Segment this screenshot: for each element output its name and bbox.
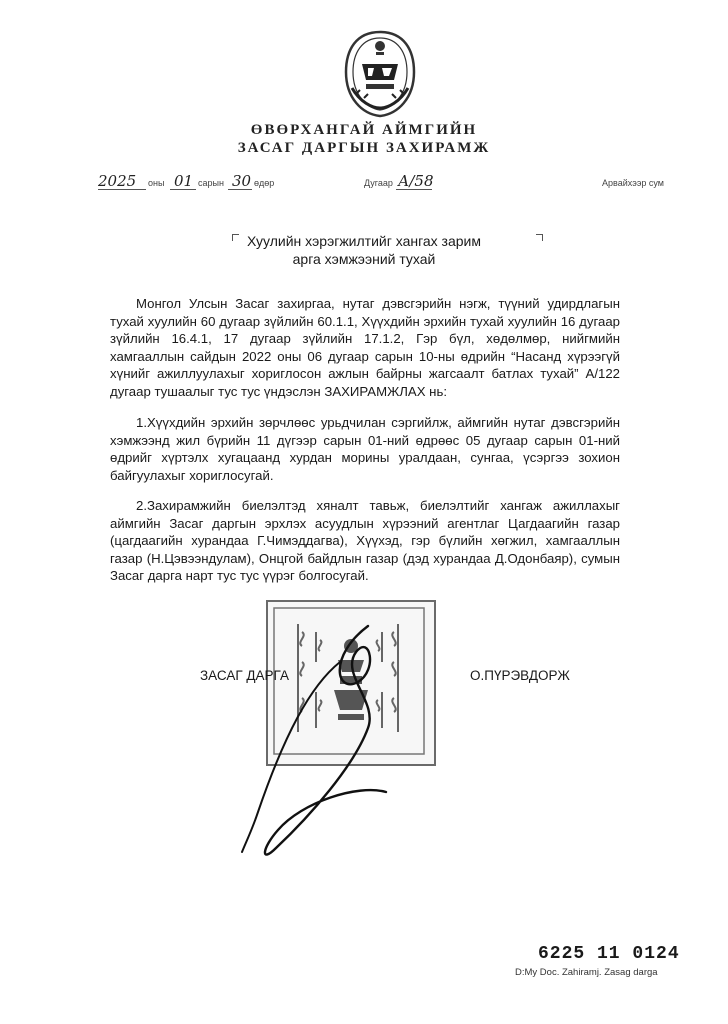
handwritten-signature (236, 616, 406, 880)
signatory-name: О.ПҮРЭВДОРЖ (470, 668, 570, 683)
registration-number: 6225 11 0124 (538, 944, 680, 964)
file-path: D:My Doc. Zahiramj. Zasag darga (515, 967, 658, 978)
year-label: оны (148, 178, 165, 188)
document-number: А/58 (398, 172, 434, 190)
day-label: өдөр (254, 178, 275, 188)
year-value: 2025 (98, 172, 137, 190)
place-name: Арвайхээр сум (602, 178, 664, 188)
document-type-title: ЗАСАГ ДАРГЫН ЗАХИРАМЖ (237, 140, 491, 156)
intro-paragraph: Монгол Улсын Засаг захиргаа, нутаг дэвсгэрийн нэгж, түүний удирдлагын тухай хуулийн 60 дугаар зүйлийн 60.1.1, Хүүхдийн эрхийн тухай хуулийн 16 дугаар зүйлийн 16.4.1, 17 дугаар зүйлийн 17.1.2, Гэр бүл, хөдөлмөр, нийгмийн хамгааллын сайдын 2022 оны 06 дугаар сарын 10-ны өдрийн “Насанд хүрээгүй хүнийг ажиллуулахыг хориглосон ажлын байрны жагсаалт батлах тухай” А/122 дугаар тушаалыг тус тус үндэслэн ЗАХИРАМЖЛАХ нь: (110, 296, 620, 399)
organization-name: ӨВӨРХАНГАЙ АЙМГИЙН (250, 122, 478, 138)
document-title-line1: Хуулийн хэрэгжилтийг хангах зарим (246, 233, 481, 249)
number-label: Дугаар (364, 178, 393, 188)
signatory-title: ЗАСАГ ДАРГА (200, 668, 289, 683)
day-value: 30 (232, 172, 252, 190)
month-label: сарын (198, 178, 224, 188)
state-emblem-icon (342, 28, 418, 120)
clause-2: 2.Захирамжийн биелэлтэд хяналт тавьж, биелэлтийг хангаж ажиллахыг аймгийн Засаг даргын эрхлэх асуудлын хүрээний агентлаг Цагдаагийн газар (цагдаагийн хурандаа Г.Чимэддагва), Хүүхэд, гэр бүлийн хөгжил, хамгааллын газар (Н.Цэвээндулам), Онцгой байдлын газар (дэд хурандаа Д.Одонбаяр), сумын Засаг дарга нарт тус тус үүрэг болгосугай. (110, 498, 620, 584)
clause-1: 1.Хүүхдийн эрхийн зөрчлөөс урьдчилан сэргийлж, аймгийн нутаг дэвсгэрийн хэмжээнд жил бүрийн 11 дүгээр сарын 01-ний өдрөөс 05 дугаар сарын 01-ний өдрийг хүртэлх хугацаанд хурдан морины уралдаан, сунгаа, үсэргээ зохион байгуулахыг хориглосугай. (110, 415, 620, 483)
month-value: 01 (174, 172, 194, 190)
document-title-line2: арга хэмжээний тухай (292, 251, 436, 267)
